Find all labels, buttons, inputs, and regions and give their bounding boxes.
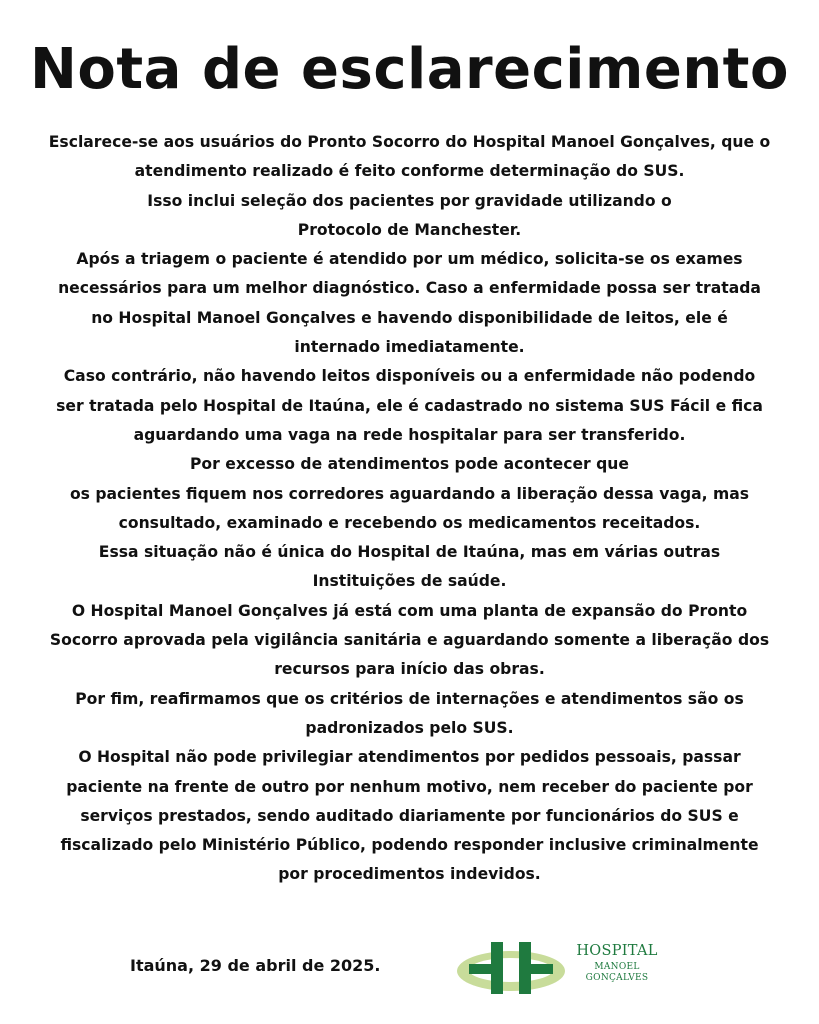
body-line: Esclarece-se aos usuários do Pronto Socorro do Hospital Manoel Gonçalves, que o — [48, 133, 771, 151]
body-line: Socorro aprovada pela vigilância sanitária e aguardando somente a liberação dos — [49, 631, 770, 650]
body-line: fiscalizado pelo Ministério Público, podendo responder inclusive criminalmente — [60, 836, 759, 855]
body-line: Caso contrário, não havendo leitos disponíveis ou a enfermidade não podendo — [63, 367, 756, 386]
logo-wordmark — [567, 944, 667, 983]
logo-line-1: HOSPITAL — [576, 943, 658, 959]
hospital-cross-logo-icon — [455, 938, 567, 998]
date-line: Itaúna, 29 de abril de 2025. — [130, 956, 381, 975]
body-line: paciente na frente de outro por nenhum motivo, nem receber do paciente por — [66, 777, 753, 796]
body-line: Por fim, reafirmamos que os critérios de internações e atendimentos são os — [75, 689, 744, 708]
notice-body — [14, 128, 805, 890]
body-line: ser tratada pelo Hospital de Itaúna, ele é cadastrado no sistema SUS Fácil e fica — [56, 396, 763, 415]
body-line: O Hospital não pode privilegiar atendimentos por pedidos pessoais, passar — [78, 748, 741, 767]
body-line: Essa situação não é única do Hospital de Itaúna, mas em várias outras — [98, 543, 721, 562]
body-line: Isso inclui seleção dos pacientes por gravidade utilizando o — [147, 191, 672, 210]
body-line: atendimento realizado é feito conforme determinação do SUS. — [134, 162, 685, 181]
body-line: internado imediatamente. — [294, 338, 525, 357]
body-line: recursos para início das obras. — [274, 660, 545, 679]
page-title: Nota de esclarecimento — [30, 37, 789, 102]
logo-cross-gap — [503, 964, 519, 974]
body-line: serviços prestados, sendo auditado diariamente por funcionários do SUS e — [80, 806, 739, 825]
logo-line-2: MANOEL — [594, 961, 640, 972]
body-line: Após a triagem o paciente é atendido por um médico, solicita-se os exames — [76, 250, 743, 269]
body-line: necessários para um melhor diagnóstico. Caso a enfermidade possa ser tratada — [58, 279, 761, 298]
body-line: padronizados pelo SUS. — [305, 718, 514, 737]
body-line: Protocolo de Manchester. — [297, 220, 522, 239]
body-line: os pacientes fiquem nos corredores aguardando a liberação dessa vaga, mas — [69, 484, 750, 503]
logo-line-3: GONÇALVES — [585, 972, 649, 983]
body-line: Instituições de saúde. — [312, 572, 507, 591]
body-line: O Hospital Manoel Gonçalves já está com uma planta de expansão do Pronto — [71, 601, 748, 620]
body-line: consultado, examinado e recebendo os medicamentos receitados. — [118, 513, 701, 532]
body-line: aguardando uma vaga na rede hospitalar para ser transferido. — [133, 425, 686, 444]
body-line: no Hospital Manoel Gonçalves e havendo disponibilidade de leitos, ele é — [91, 308, 728, 327]
hospital-logo — [455, 938, 675, 998]
body-line: por procedimentos indevidos. — [278, 865, 541, 884]
body-line: Por excesso de atendimentos pode acontecer que — [190, 455, 629, 474]
